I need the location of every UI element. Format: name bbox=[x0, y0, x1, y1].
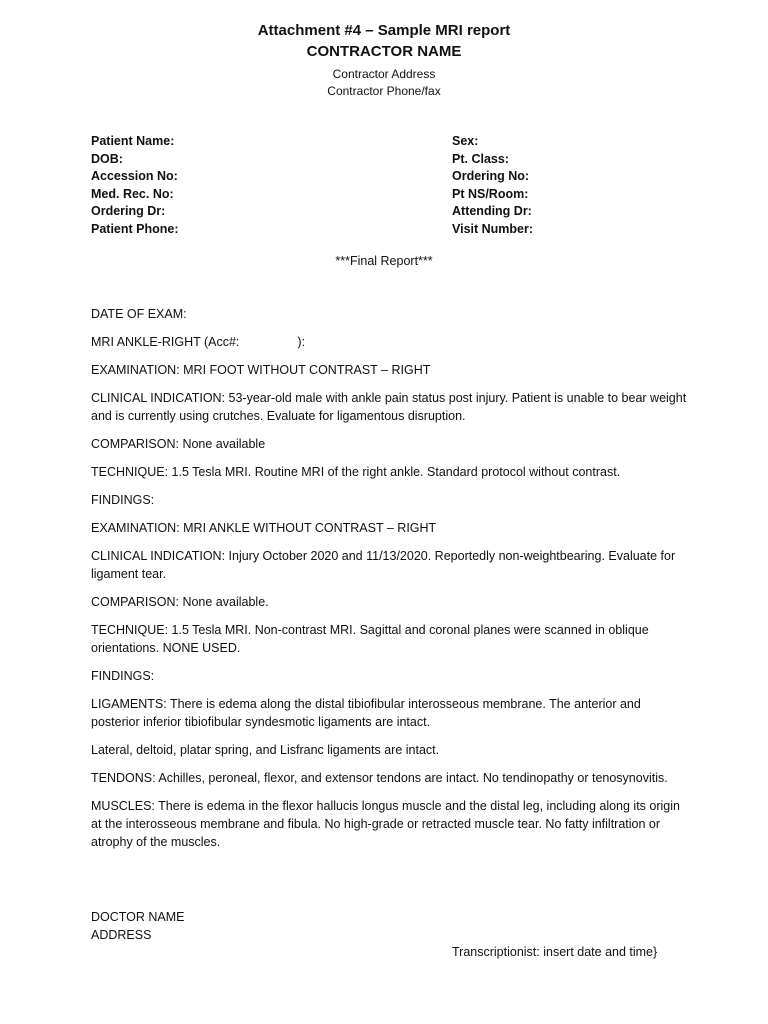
dob-label: DOB: bbox=[91, 151, 123, 166]
findings-2: FINDINGS: bbox=[91, 669, 155, 683]
doctor-name: DOCTOR NAME bbox=[91, 910, 185, 924]
mri-ankle-prefix: MRI ANKLE-RIGHT (Acc#: bbox=[91, 335, 240, 349]
comparison-2: COMPARISON: None available. bbox=[91, 595, 269, 609]
mri-ankle-suffix: ): bbox=[297, 335, 306, 349]
technique-2: TECHNIQUE: 1.5 Tesla MRI. Non-contrast MRI. Sagittal and coronal planes were scanned in oblique orientations. NONE USED. bbox=[91, 623, 649, 655]
technique-1: TECHNIQUE: 1.5 Tesla MRI. Routine MRI of the right ankle. Standard protocol without contrast. bbox=[91, 465, 621, 479]
ordering-no-label: Ordering No: bbox=[452, 169, 530, 183]
contractor-name: CONTRACTOR NAME bbox=[306, 43, 462, 60]
attending-dr-label: Attending Dr: bbox=[452, 204, 532, 218]
ordering-dr-label: Ordering Dr: bbox=[91, 204, 166, 218]
findings-1: FINDINGS: bbox=[91, 493, 155, 507]
clinical-indication-1: CLINICAL INDICATION: 53-year-old male with ankle pain status post injury. Patient is unable to bear weight and is currently using crutches. Evaluate for ligamentous disruption. bbox=[91, 391, 687, 423]
patient-phone-label: Patient Phone: bbox=[91, 221, 179, 236]
ligaments-finding: LIGAMENTS: There is edema along the distal tibiofibular interosseous membrane. The anterior and posterior inferior tibiofibular syndesmotic ligaments are intact. bbox=[91, 697, 641, 729]
patient-info-left-column bbox=[91, 133, 179, 238]
doctor-address: ADDRESS bbox=[91, 928, 152, 942]
comparison-1: COMPARISON: None available bbox=[91, 437, 266, 451]
examination-1: EXAMINATION: MRI FOOT WITHOUT CONTRAST – RIGHT bbox=[91, 363, 431, 377]
sex-label: Sex: bbox=[452, 134, 479, 148]
examination-2: EXAMINATION: MRI ANKLE WITHOUT CONTRAST – RIGHT bbox=[91, 521, 437, 535]
report-body bbox=[91, 305, 691, 861]
final-report-label: ***Final Report*** bbox=[335, 254, 433, 268]
signature-block bbox=[91, 908, 185, 944]
attachment-title: Attachment #4 – Sample MRI report bbox=[257, 22, 511, 39]
visit-number-label: Visit Number: bbox=[452, 221, 534, 236]
pt-class-label: Pt. Class: bbox=[452, 151, 509, 166]
clinical-indication-2: CLINICAL INDICATION: Injury October 2020 and 11/13/2020. Reportedly non-weightbearing. Evaluate for ligament tear. bbox=[91, 549, 676, 581]
lateral-ligaments-finding: Lateral, deltoid, platar spring, and Lisfranc ligaments are intact. bbox=[91, 743, 440, 757]
mri-ankle-accession bbox=[91, 333, 691, 351]
med-rec-no-label: Med. Rec. No: bbox=[91, 186, 174, 201]
contractor-phone: Contractor Phone/fax bbox=[327, 84, 441, 98]
patient-info-right-column bbox=[452, 133, 533, 238]
document-header bbox=[0, 20, 768, 100]
accession-no-label: Accession No: bbox=[91, 169, 178, 183]
date-of-exam: DATE OF EXAM: bbox=[91, 307, 187, 321]
pt-ns-room-label: Pt NS/Room: bbox=[452, 186, 529, 201]
transcriptionist-note: Transcriptionist: insert date and time} bbox=[452, 945, 658, 959]
muscles-finding: MUSCLES: There is edema in the flexor hallucis longus muscle and the distal leg, including along its origin at the interosseous membrane and fibula. No high-grade or retracted muscle tear. No fatty infiltration or atrophy of the muscles. bbox=[91, 799, 680, 849]
patient-name-label: Patient Name: bbox=[91, 134, 175, 148]
contractor-address: Contractor Address bbox=[332, 67, 436, 81]
tendons-finding: TENDONS: Achilles, peroneal, flexor, and extensor tendons are intact. No tendinopathy or tenosynovitis. bbox=[91, 771, 668, 785]
